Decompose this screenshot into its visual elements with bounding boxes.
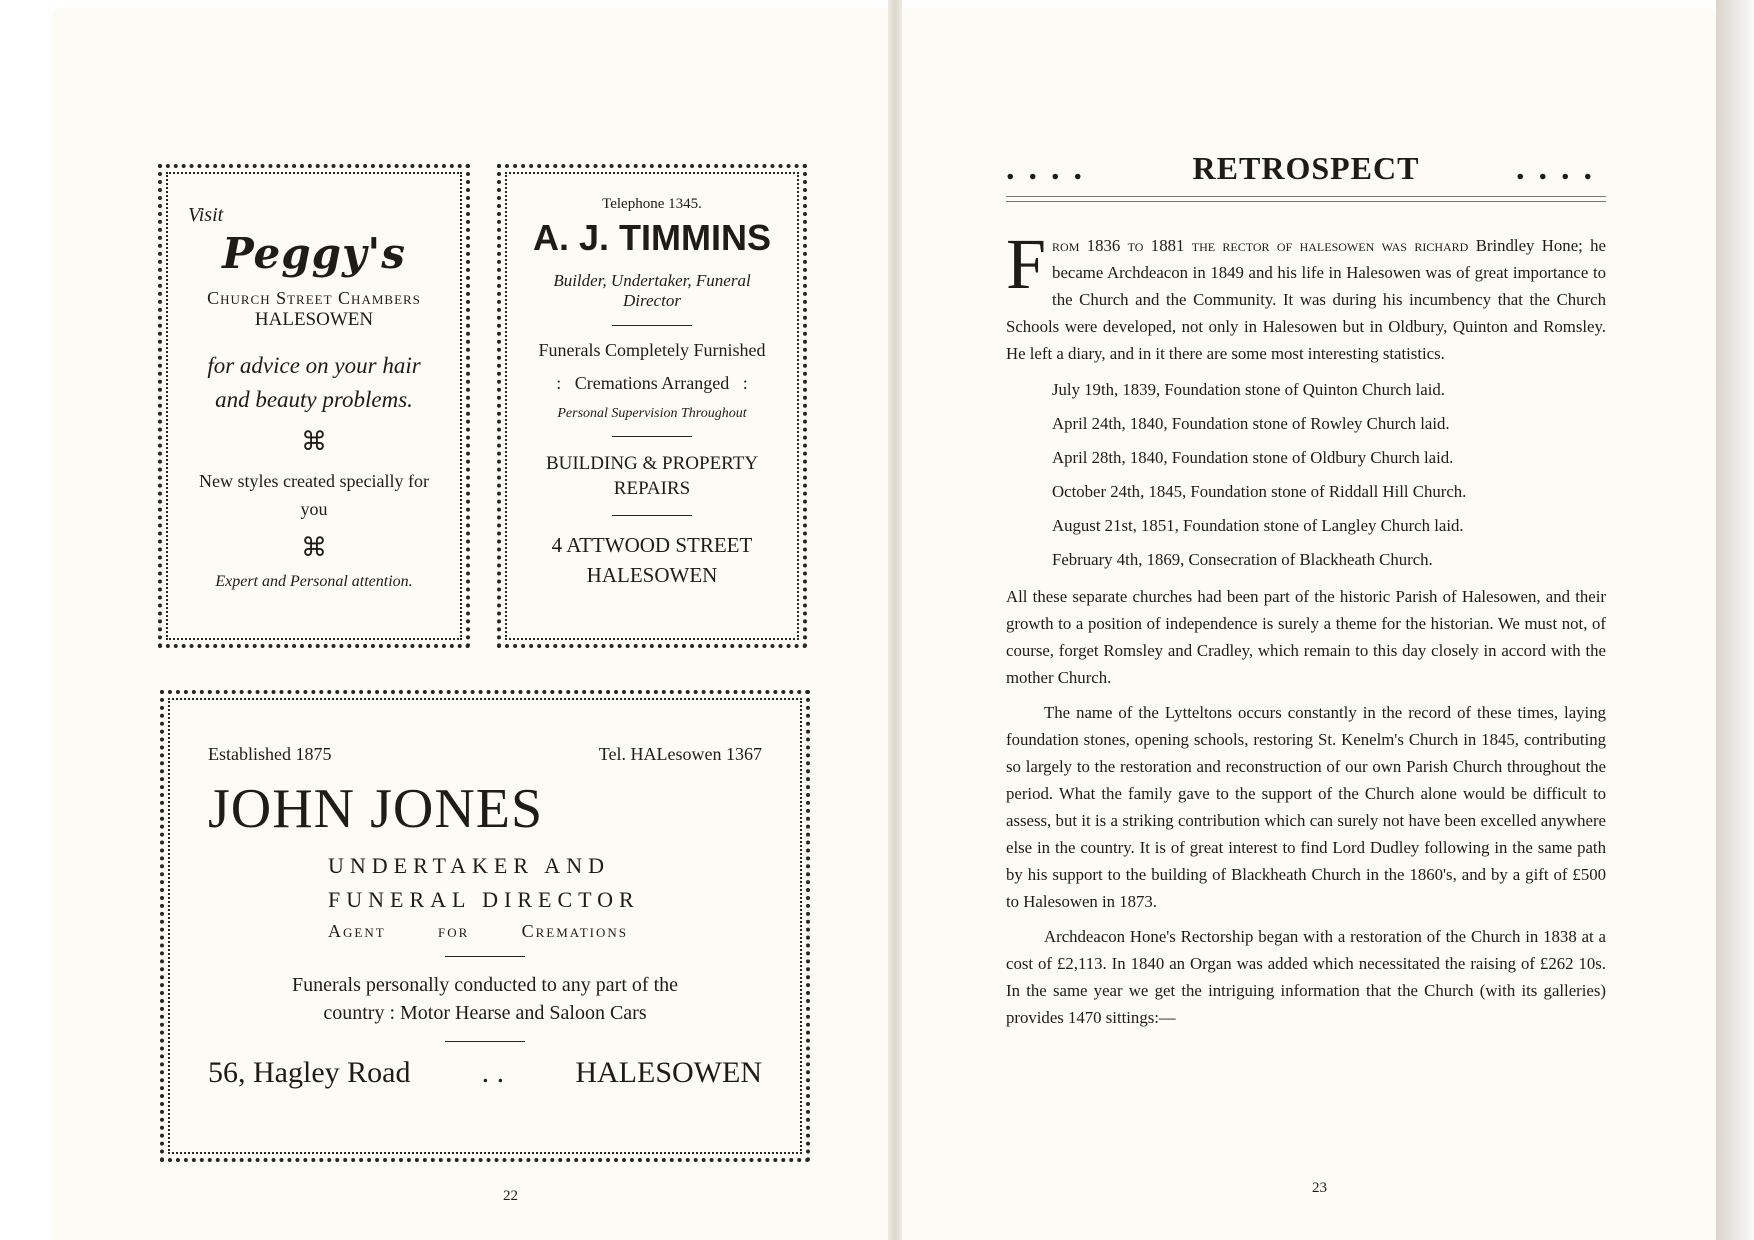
timmins-cremations: : Cremations Arranged : — [556, 373, 748, 393]
peggys-brand: Peggy's — [222, 229, 406, 278]
paragraph-4: Archdeacon Hone's Rectorship began with a restoration of the Church in 1838 at a cost of £2,113. In 1840 an Organ was added which necessitated the raising of £262 10s. In the same year we get the intriguing information that the Church (with its galleries) provides 1470 sittings:— — [1006, 927, 1606, 1027]
divider — [612, 515, 692, 516]
ornament-icon: ⌘ — [301, 533, 327, 562]
page-edge-shadow — [1716, 0, 1754, 1240]
divider — [612, 325, 692, 326]
jones-address-left: 56, Hagley Road — [208, 1056, 411, 1089]
page-number-left: 22 — [503, 1188, 518, 1204]
list-item: February 4th, 1869, Consecration of Blackheath Church. — [1052, 550, 1433, 569]
divider — [445, 1041, 525, 1042]
article-body — [1006, 224, 1607, 1031]
peggys-advice: for advice on your hair and beauty problems. — [207, 353, 421, 412]
peggys-expert: Expert and Personal attention. — [215, 573, 413, 590]
timmins-building: BUILDING & PROPERTY REPAIRS — [545, 453, 759, 499]
title-rule — [1006, 196, 1606, 197]
timmins-subtitle: Builder, Undertaker, Funeral Director — [553, 271, 751, 310]
first-words: rom 1836 to 1881 the rector of halesowen was richard — [1052, 236, 1469, 255]
paragraph-1-text: Brindley Hone; he became Archdeacon in 1849 and his life in Halesowen was of great importance to the Church and the Community. It was during his incumbency that the Church Schools were developed, not only in Halesowen but in Oldbury, Quinton and Romsley. He left a diary, and in it there are some most interesting statistics. — [1006, 236, 1607, 363]
jones-conducted: Funerals personally conducted to any part of the country : Motor Hearse and Saloon Cars — [292, 974, 678, 1024]
list-item: October 24th, 1845, Foundation stone of Riddall Hill Church. — [1052, 482, 1467, 501]
peggys-new-styles: New styles created specially for you — [199, 471, 429, 519]
timmins-town: HALESOWEN — [586, 563, 718, 587]
jones-agent-word: for — [437, 921, 470, 941]
list-item: August 21st, 1851, Foundation stone of Langley Church laid. — [1052, 516, 1464, 535]
drop-cap: F — [1006, 224, 1047, 304]
jones-line2: FUNERAL DIRECTOR — [328, 887, 640, 912]
list-item: April 28th, 1840, Foundation stone of Oldbury Church laid. — [1052, 448, 1454, 467]
timmins-street: 4 ATTWOOD STREET — [551, 533, 753, 557]
jones-line1: UNDERTAKER AND — [328, 853, 610, 878]
statistics-list — [1052, 373, 1606, 577]
timmins-supervision: Personal Supervision Throughout — [557, 406, 747, 421]
divider — [445, 956, 525, 957]
paragraph-3: The name of the Lytteltons occurs constantly in the record of these times, laying foundation stones, opening schools, restoring St. Kenelm's Church in 1845, contributing so largely to the restoration and reconstruction of our own Parish Church throughout the period. What the family gave to the support of the Church alone would be difficult to assess, but it is a striking contribution which can surely not have been excelled anywhere else in the country. It is of great interest to find Lord Dudley following in the same path by his support to the building of Blackheath Church in the 1860's, and by a gift of £500 to Halesowen in 1873. — [1006, 703, 1606, 911]
title-dots-right: .... — [1516, 150, 1606, 187]
peggys-address-line2: HALESOWEN — [254, 309, 374, 330]
peggys-advertisement — [158, 164, 470, 648]
peggys-visit: Visit — [188, 204, 224, 226]
timmins-telephone: Telephone 1345. — [602, 196, 702, 212]
jones-agent-word: Cremations — [521, 921, 628, 941]
peggys-address-line1: Church Street Chambers — [207, 288, 421, 308]
list-item: April 24th, 1840, Foundation stone of Rowley Church laid. — [1052, 414, 1450, 433]
title-rule — [1006, 201, 1606, 202]
title-row — [1006, 150, 1606, 188]
john-jones-advertisement — [160, 690, 810, 1162]
book-gutter — [888, 0, 902, 1240]
jones-agent-word: Agent — [328, 921, 386, 941]
ornament-icon: ⌘ — [301, 427, 327, 456]
jones-brand: JOHN JONES — [208, 778, 544, 840]
page-number-right: 23 — [1312, 1180, 1327, 1196]
paragraph-1 — [1006, 224, 1607, 367]
title-dots-left: .... — [1006, 150, 1096, 187]
timmins-funerals: Funerals Completely Furnished — [538, 340, 766, 360]
jones-established: Established 1875 — [208, 744, 332, 764]
jones-address-sep: . . — [481, 1056, 505, 1089]
list-item: July 19th, 1839, Foundation stone of Quinton Church laid. — [1052, 380, 1445, 399]
paragraph-2: All these separate churches had been part of the historic Parish of Halesowen, and their growth to a position of independence is surely a theme for the historian. We must not, of course, forget Romsley and Cradley, which remain to this day closely in accord with the mother Church. — [1006, 587, 1606, 687]
jones-address-right: HALESOWEN — [575, 1056, 762, 1089]
timmins-advertisement — [497, 164, 807, 648]
page-title: RETROSPECT — [1192, 150, 1420, 186]
timmins-brand: A. J. TIMMINS — [532, 217, 771, 258]
divider — [612, 436, 692, 437]
jones-telephone: Tel. HALesowen 1367 — [598, 744, 762, 764]
